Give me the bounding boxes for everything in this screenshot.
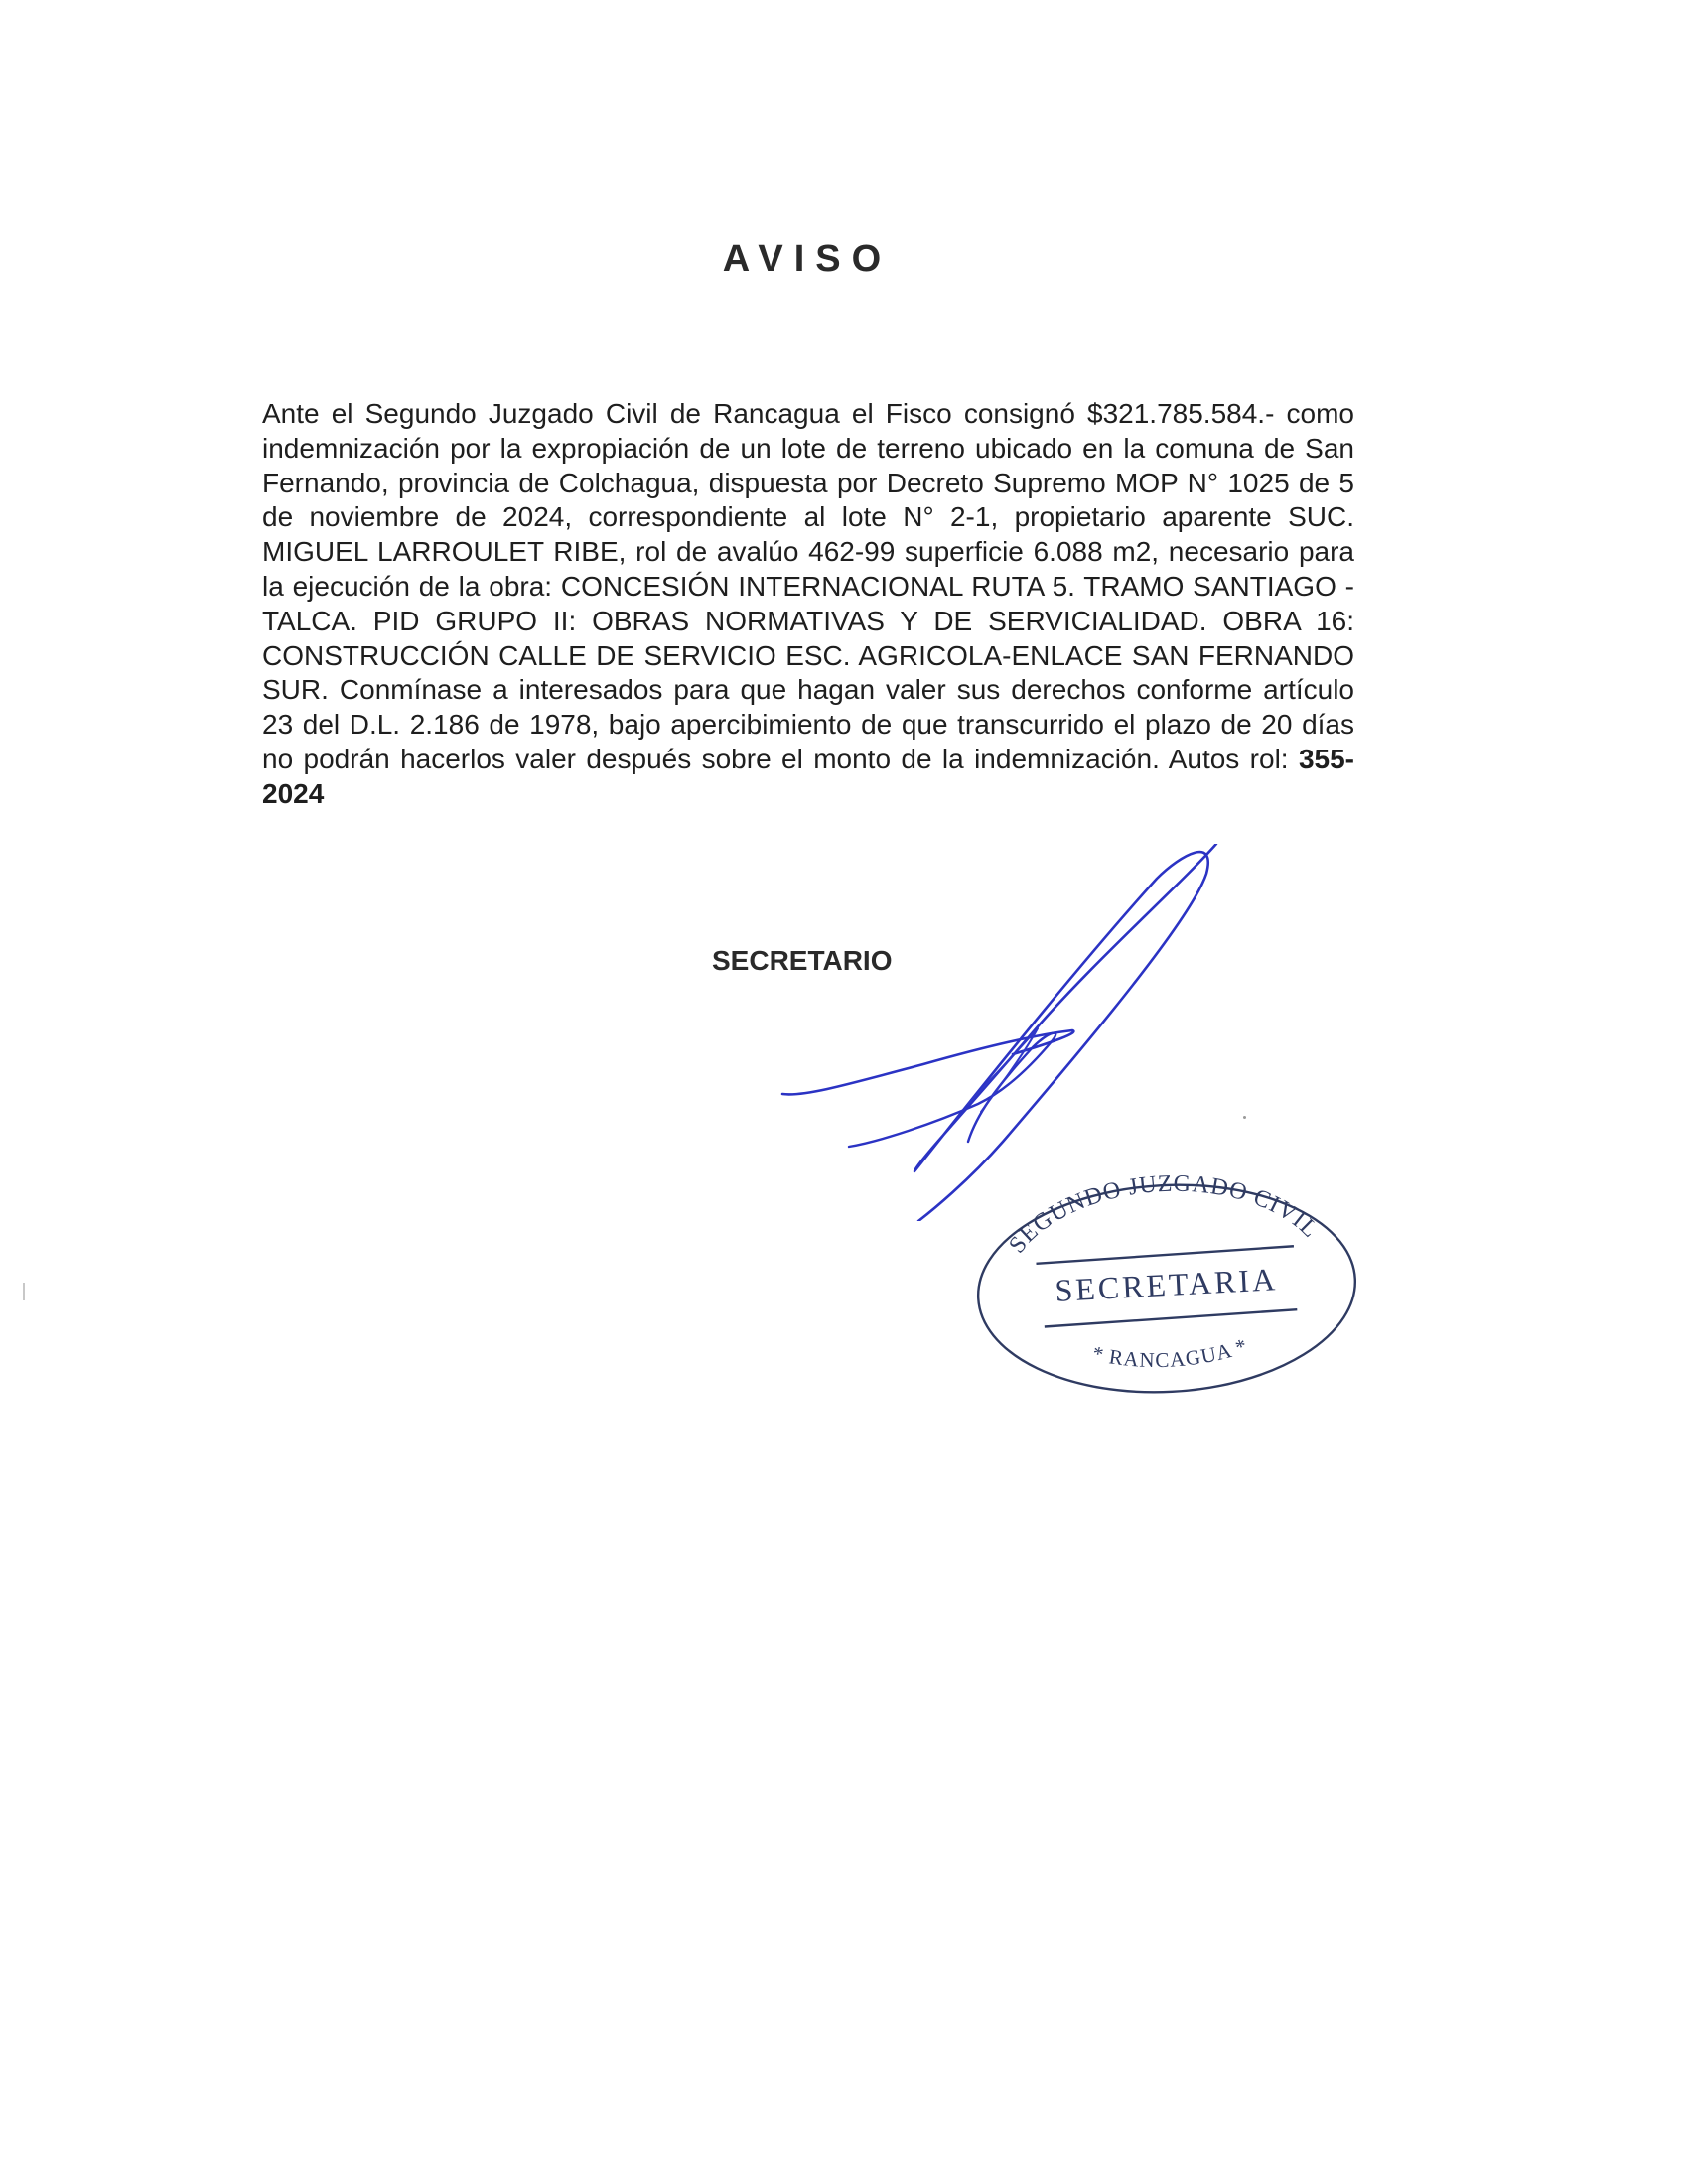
document-title: AVISO — [722, 238, 893, 280]
stamp-rule-bottom — [1045, 1309, 1298, 1326]
case-rol-number: 355-2024 — [262, 743, 1354, 809]
scan-speck — [1243, 1116, 1246, 1119]
signer-title: SECRETARIO — [712, 945, 893, 976]
stamp-rule-top — [1036, 1246, 1294, 1264]
notice-body-text: Ante el Segundo Juzgado Civil de Rancagua el Fisco consignó $321.785.584.- como indemnización por la expropiación de un lote de terreno ubicado en la comuna de San Fernando, provincia de Colchagua, dispuesta por Decreto Supremo MOP N° 1025 de 5 de noviembre de 2024, correspondiente al lote N° 2-1, propietario aparente SUC. MIGUEL LARROULET RIBE, rol de avalúo 462-99 superficie 6.088 m2, necesario para la ejecución de la obra: CONCESIÓN INTERNACIONAL RUTA 5. TRAMO SANTIAGO - TALCA. PID GRUPO II: OBRAS NORMATIVAS Y DE SERVICIALIDAD. OBRA 16: CONSTRUCCIÓN CALLE DE SERVICIO ESC. AGRICOLA-ENLACE SAN FERNANDO SUR. Conmínase a interesados para que hagan valer sus derechos conforme artículo 23 del D.L. 2.186 de 1978, bajo apercibimiento de que transcurrido el plazo de 20 días no podrán hacerlos valer después sobre el monto de la indemnización. Autos rol: — [262, 398, 1354, 774]
handwritten-signature — [765, 844, 1261, 1221]
notice-body — [262, 397, 1354, 812]
court-stamp — [968, 1171, 1365, 1410]
signature-stroke — [968, 1028, 1038, 1112]
scan-edge-mark — [23, 1283, 25, 1300]
stamp-center-text: SECRETARIA — [1054, 1261, 1279, 1308]
stamp-court-name: SEGUNDO JUZGADO CIVIL — [1004, 1171, 1324, 1259]
stamp-city: * RANCAGUA * — [1089, 1333, 1251, 1373]
